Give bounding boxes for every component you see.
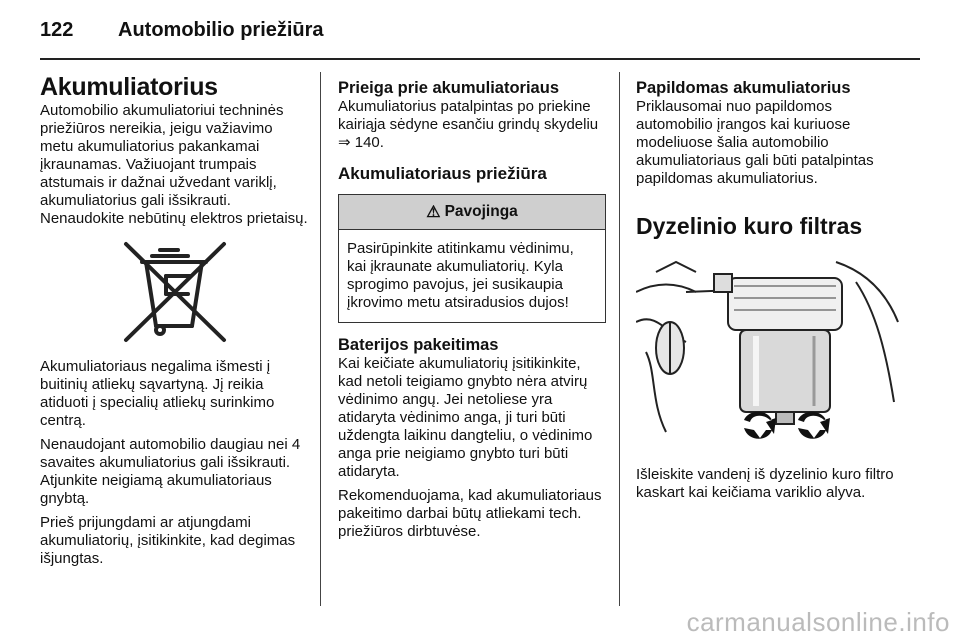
crossed-out-bin-icon — [120, 238, 232, 346]
column-2 — [338, 72, 606, 541]
battery-storage-text: Nenaudojant automobilio daugiau nei 4 savaites akumuliatorius gali išsikrauti. Atjunkite neigiamą akumuliatoriaus gnybtą. — [40, 436, 301, 507]
column-1 — [40, 72, 308, 568]
warning-title: Pavojinga — [444, 203, 518, 220]
heading-auxiliary-battery: Papildomas akumuliatorius — [636, 79, 851, 97]
heading-akumuliatorius: Akumuliatorius — [40, 73, 218, 101]
battery-access-text: Akumuliatorius patalpintas po priekine kairiąja sėdyne esančiu grindų skydeliu ⇒ 140. — [338, 98, 599, 151]
battery-replacement-text: Kai keičiate akumuliatorių įsitikinkite, kad netoli teigiamo gnybto nėra atvirų vėdinimo angų. Jei netoliese yra atidaryta vėdinimo anga, ji turi būti uždengta laikinu dangteliu, o vėdinimo anga prie neigiamo gnybto turi būti atidaryta. — [338, 355, 593, 480]
battery-disposal-text: Akumuliatoriaus negalima išmesti į buitinių atliekų sąvartyną. Jį reikia atiduoti į specialių atliekų surinkimo centrą. — [40, 358, 275, 429]
column-divider-1 — [320, 72, 321, 606]
column-3 — [636, 72, 906, 502]
warning-triangle-icon: ⚠ — [426, 204, 441, 221]
page-title: Automobilio priežiūra — [118, 18, 324, 41]
heading-diesel-fuel-filter: Dyzelinio kuro filtras — [636, 213, 863, 239]
page-number: 122 — [40, 18, 74, 41]
watermark: carmanualsonline.info — [686, 607, 950, 637]
battery-connect-text: Prieš prijungdami ar atjungdami akumuliatorių, įsitikinkite, kad degimas išjungtas. — [40, 514, 296, 567]
heading-battery-replacement: Baterijos pakeitimas — [338, 336, 499, 354]
heading-battery-access: Prieiga prie akumuliatoriaus — [338, 79, 559, 97]
heading-battery-maintenance: Akumuliatoriaus priežiūra — [338, 164, 547, 183]
warning-text: Pasirūpinkite atitinkamu vėdinimu, kai įkraunate akumuliatorių. Kyla sprogimo pavojus, jei susikaupia įkrovimo metu atsiradusios dujos! — [347, 240, 574, 311]
diesel-filter-text: Išleiskite vandenį iš dyzelinio kuro filtro kaskart kai keičiama variklio alyva. — [636, 466, 894, 501]
warning-box — [338, 194, 606, 323]
diesel-fuel-filter-illustration — [636, 252, 902, 452]
battery-recommendation-text: Rekomenduojama, kad akumuliatoriaus pakeitimo darbai būtų atliekami tech. priežiūros dirbtuvėse. — [338, 487, 602, 540]
auxiliary-battery-text: Priklausomai nuo papildomos automobilio įrangos kai kuriuose modeliuose šalia automobilio akumuliatoriaus gali būti patalpintas papildomas akumuliatorius. — [636, 98, 874, 187]
battery-intro-text: Automobilio akumuliatoriui techninės priežiūros nereikia, jeigu važiavimo metu akumuliatorius pakankamai įkraunamas. Važiuojant trumpais atstumais ir dažnai užvedant variklį, akumuliatorius gali išsikrauti. Nenaudokite nebūtinų elektros prietaisų. — [40, 102, 308, 227]
page-header — [40, 10, 324, 50]
column-divider-2 — [619, 72, 620, 606]
warning-header — [339, 195, 605, 230]
header-rule — [40, 58, 920, 60]
